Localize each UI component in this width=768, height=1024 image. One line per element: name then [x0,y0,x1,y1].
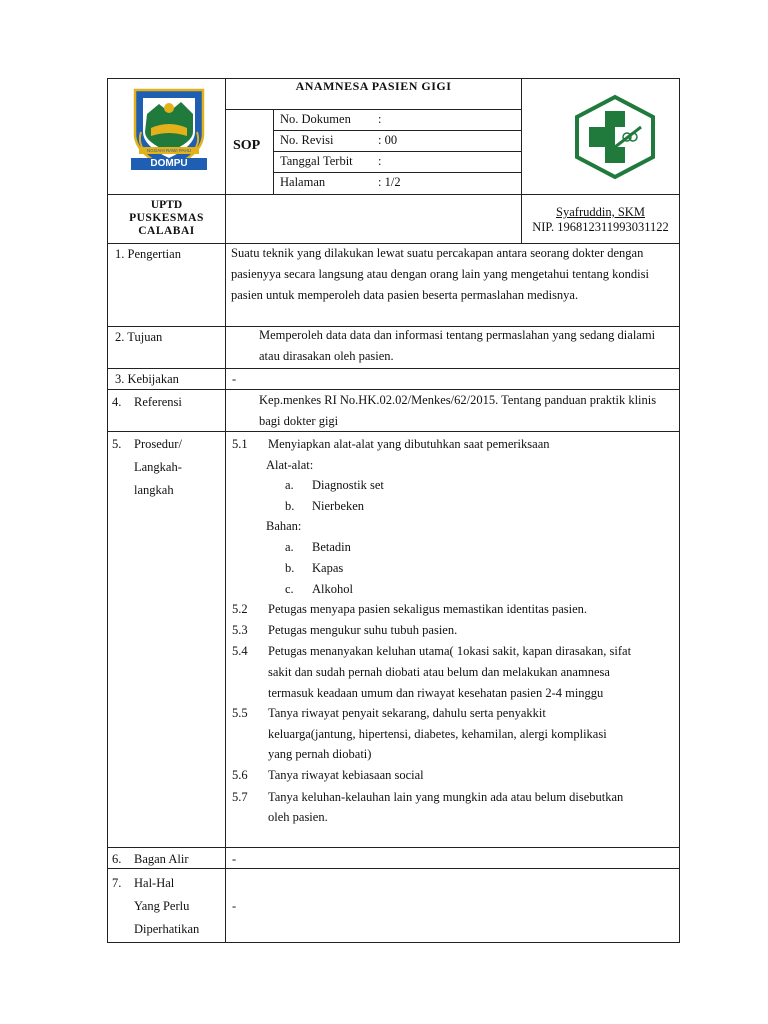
text-referensi: Kep.menkes RI No.HK.02.02/Menkes/62/2015. Tentang panduan praktik klinis bagi dokter gigi [259,393,657,428]
step-5-4-line-3: termasuk keadaan umum dan riwayat kesehatan pasien 2-4 minggu [268,686,604,700]
logo-motto: NGGAHI RAWI PAHU [146,148,191,153]
dompu-logo [131,84,207,172]
meta-value-revisi: : 00 [378,133,398,147]
step-5-1-num: 5.1 [232,437,248,451]
bahan-c-mark: c. [285,582,294,596]
alat-a-mark: a. [285,478,294,492]
label-hal-2: Yang Perlu [134,899,190,913]
signer-nip: NIP. 196812311993031122 [532,220,669,234]
sop-label: SOP [233,138,261,153]
step-5-6-num: 5.6 [232,768,248,782]
text-hal: - [232,899,237,913]
step-5-2-text: Petugas menyapa pasien sekaligus memastikan identitas pasien. [268,602,588,616]
step-5-6-text: Tanya riwayat kebiasaan social [268,768,424,782]
step-5-7-num: 5.7 [232,790,248,804]
meta-label-revisi: No. Revisi [280,133,334,147]
step-5-1-text: Menyiapkan alat-alat yang dibutuhkan saat pemeriksaan [268,437,550,451]
step-5-4-line-1: Petugas menanyakan keluhan utama( 1okasi sakit, kapan dirasakan, sifat [268,644,632,658]
step-5-3-text: Petugas mengukur suhu tubuh pasien. [268,623,458,637]
step-5-5-line-3: yang pernah diobati) [268,747,372,761]
meta-value-tanggal: : [378,154,382,168]
label-referensi: Referensi [134,395,182,409]
label-referensi-num: 4. [112,395,122,409]
puskesmas-logo [571,93,659,181]
label-tujuan: 2. Tujuan [115,330,163,344]
org-line-1: UPTD [150,199,183,211]
org-line-2: PUSKESMAS [129,212,204,224]
step-5-5-num: 5.5 [232,706,248,720]
meta-label-dokumen: No. Dokumen [280,112,351,126]
alat-b-mark: b. [285,499,295,513]
org-line-3: CALABAI [138,225,195,237]
label-hal-1: Hal-Hal [134,876,175,890]
label-bagan: Bagan Alir [134,852,189,866]
label-hal-3: Diperhatikan [134,922,200,936]
label-prosedur-3: langkah [134,483,174,497]
bahan-b-mark: b. [285,561,295,575]
step-5-2-num: 5.2 [232,602,248,616]
bahan-c-text: Alkohol [312,582,353,596]
alat-a-text: Diagnostik set [312,478,384,492]
alat-b-text: Nierbeken [312,499,365,513]
step-5-3-num: 5.3 [232,623,248,637]
meta-value-halaman: : 1/2 [378,175,401,189]
label-bagan-num: 6. [112,852,122,866]
bahan-a-text: Betadin [312,540,351,554]
alat-label: Alat-alat: [266,458,314,472]
text-kebijakan: - [232,372,237,386]
signer-name: Syafruddin, SKM [556,205,645,219]
meta-label-tanggal: Tanggal Terbit [280,154,353,168]
logo-dompu-text: DOMPU [131,158,207,170]
step-5-5-line-1: Tanya riwayat penyait sekarang, dahulu serta penyakkit [268,706,546,720]
label-kebijakan: 3. Kebijakan [115,372,179,386]
label-hal-num: 7. [112,876,122,890]
meta-label-halaman: Halaman [280,175,326,189]
step-5-7-line-1: Tanya keluhan-kelauhan lain yang mungkin ada atau belum disebutkan [268,790,624,804]
step-5-4-line-2: sakit dan sudah pernah diobati atau belum dan melakukan anamnesa [268,665,610,679]
doc-title: ANAMNESA PASIEN GIGI [295,79,452,93]
label-pengertian: 1. Pengertian [115,247,181,261]
label-prosedur-num: 5. [112,437,122,451]
meta-value-dokumen: : [378,112,382,126]
label-prosedur-1: Prosedur/ [134,437,182,451]
text-pengertian: Suatu teknik yang dilakukan lewat suatu percakapan antara seorang dokter dengan pasienyya secara langsung atau dengan orang lain yang mengetahui tentang kondisi pasien untuk memperoleh data pasien beserta permaslahan medisnya. [231,246,649,302]
text-tujuan: Memperoleh data data dan informasi tentang permaslahan yang sedang dialami atau dirasakan oleh pasien. [259,328,656,363]
label-prosedur-2: Langkah- [134,460,182,474]
bahan-label: Bahan: [266,519,302,533]
step-5-4-num: 5.4 [232,644,248,658]
bahan-b-text: Kapas [312,561,344,575]
step-5-7-line-2: oleh pasien. [268,810,328,824]
bahan-a-mark: a. [285,540,294,554]
text-bagan: - [232,852,237,866]
step-5-5-line-2: keluarga(jantung, hipertensi, diabetes, kehamilan, alergi komplikasi [268,727,607,741]
